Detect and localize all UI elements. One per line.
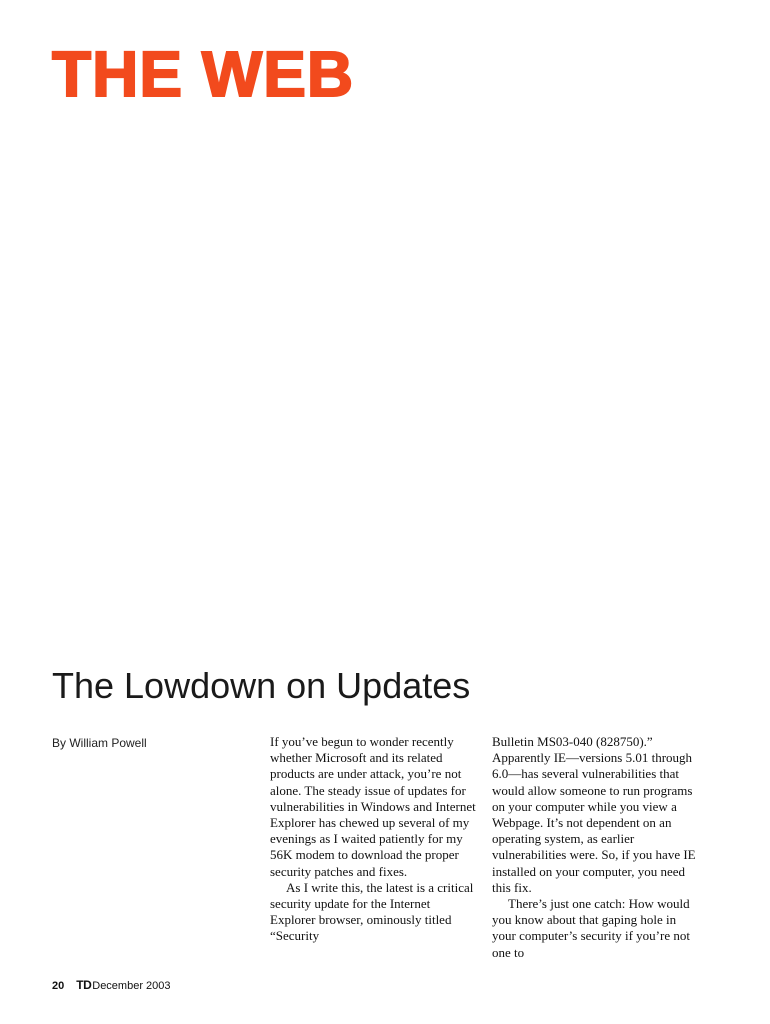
article-column-2	[492, 734, 700, 961]
paragraph: Bulletin MS03-040 (828750).” Apparently IE—versions 5.01 through 6.0—has several vulnerabilities that would allow someone to run programs on your computer while you view a Webpage. It’s not dependent on an operating system, as earlier vulnerabilities were. So, if you have IE installed on your computer, you need this fix.	[492, 734, 696, 895]
byline: By William Powell	[52, 736, 147, 750]
paragraph: There’s just one catch: How would you know about that gaping hole in your computer’s security if you’re not one to	[492, 896, 690, 960]
paragraph: As I write this, the latest is a critical security update for the Internet Explorer browser, ominously titled “Security	[270, 879, 474, 944]
article-column-1	[270, 734, 478, 945]
issue-date: December 2003	[92, 980, 171, 992]
article-title: The Lowdown on Updates	[52, 665, 471, 706]
page-footer	[52, 978, 171, 992]
paragraph: If you’ve begun to wonder recently whether Microsoft and its related products are under attack, you’re not alone. The steady issue of updates for vulnerabilities in Windows and Internet Explorer has chewed up several of my evenings as I waited patiently for my 56K modem to download the proper security patches and fixes.	[270, 734, 476, 879]
magazine-logo: TD	[76, 978, 92, 992]
magazine-credit	[76, 978, 170, 992]
page-number: 20	[52, 980, 65, 992]
section-title: THE WEB	[52, 38, 355, 110]
